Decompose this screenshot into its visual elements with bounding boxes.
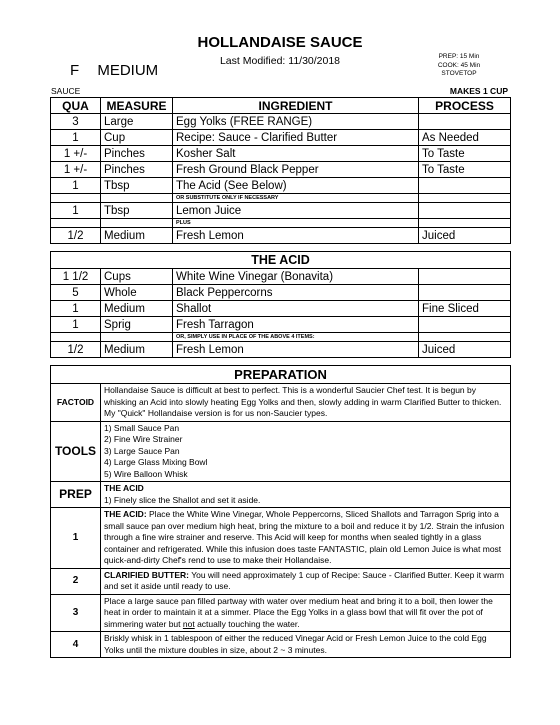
cook-time: COOK: 45 Min — [437, 61, 481, 69]
process-cell: Fine Sliced — [419, 301, 511, 317]
measure-cell: Whole — [101, 285, 173, 301]
table-row — [51, 162, 511, 178]
measure-cell: Pinches — [101, 162, 173, 178]
process-cell — [419, 178, 511, 194]
col-process: PROCESS — [419, 98, 511, 114]
prep-step: 1) Finely slice the Shallot and set it aside. — [104, 494, 261, 505]
col-measure: MEASURE — [101, 98, 173, 114]
header-row — [51, 98, 511, 114]
note-row — [51, 219, 511, 228]
table-row — [51, 342, 511, 358]
grade: F — [70, 62, 80, 79]
step-body: You will need approximately 1 cup of Recipe: Sauce - Clarified Butter. Keep it warm and set it aside until ready to use. — [104, 569, 505, 591]
list-item: 1) Small Sauce Pan — [104, 422, 180, 433]
measure-cell: Medium — [101, 301, 173, 317]
step-row — [51, 508, 511, 569]
table-row — [51, 146, 511, 162]
process-cell: To Taste — [419, 162, 511, 178]
recipe-category: SAUCE — [51, 86, 81, 96]
table-row — [51, 203, 511, 219]
col-qua: QUA — [51, 98, 101, 114]
list-item: 4) Large Glass Mixing Bowl — [104, 457, 208, 467]
note-row — [51, 194, 511, 203]
ingredient-cell: Fresh Ground Black Pepper — [173, 162, 419, 178]
qua-cell: 1/2 — [51, 228, 101, 244]
table-row — [51, 114, 511, 130]
measure-cell: Cup — [101, 130, 173, 146]
list-item: 2) Fine Wire Strainer — [104, 434, 183, 444]
recipe-title: HOLLANDAISE SAUCE — [197, 34, 363, 51]
tools-row — [51, 421, 511, 482]
step-heading: CLARIFIED BUTTER: — [104, 569, 189, 580]
prep-label: PREP — [51, 482, 101, 508]
process-cell — [419, 285, 511, 301]
measure-cell: Sprig — [101, 317, 173, 333]
preparation-title: PREPARATION — [51, 366, 511, 384]
process-cell — [419, 114, 511, 130]
measure-cell: Large — [101, 114, 173, 130]
factoid-row — [51, 384, 511, 422]
qua-cell: 1 +/- — [51, 162, 101, 178]
step-text — [101, 568, 511, 594]
ingredients-table — [50, 97, 511, 244]
step-number: 3 — [51, 594, 101, 632]
substitute-note: OR SUBSTITUTE ONLY IF NECESSARY — [173, 194, 419, 203]
process-cell — [419, 269, 511, 285]
factoid-text: Hollandaise Sauce is difficult at best to perfect. This is a wonderful Saucier Chef test. It is begun by whisking an Acid into slowly heating Egg Yolks and then, slowly adding in warm Clarified Butter to thicken. My "Quick" Hollandaise version is for us non-Saucier types. — [101, 384, 511, 422]
ingredient-cell: Kosher Salt — [173, 146, 419, 162]
step-heading: THE ACID: — [104, 509, 147, 519]
prep-text — [101, 482, 511, 508]
tools-label: TOOLS — [51, 421, 101, 482]
list-item: 5) Wire Balloon Whisk — [104, 468, 188, 479]
qua-cell: 1 — [51, 130, 101, 146]
section-header — [51, 366, 511, 384]
preparation-table — [50, 365, 511, 658]
step-body: Place a large sauce pan filled partway with water over medium heat and bring it to a boil, then lower the heat in order to maintain it at a simmer. Place the Egg Yolks in a glass bowl that will fit over the pot of simmering water but — [104, 595, 493, 629]
ingredient-cell: Fresh Lemon — [173, 342, 419, 358]
acid-table — [50, 251, 511, 358]
step-text — [101, 508, 511, 569]
step-text: Briskly whisk in 1 tablespoon of either the reduced Vinegar Acid or Fresh Lemon Juice to the cold Egg Yolks until the mixture doubles in size, about 2 ~ 3 minutes. — [101, 632, 511, 658]
recipe-yield: MAKES 1 CUP — [449, 86, 508, 96]
acid-title: THE ACID — [51, 252, 511, 269]
process-cell — [419, 203, 511, 219]
qua-cell: 5 — [51, 285, 101, 301]
step-emphasis: not — [182, 618, 195, 629]
prep-row — [51, 482, 511, 508]
ingredient-cell: Lemon Juice — [173, 203, 419, 219]
col-ingredient: INGREDIENT — [173, 98, 419, 114]
step-text — [101, 594, 511, 632]
ingredient-cell: Fresh Tarragon — [173, 317, 419, 333]
table-row — [51, 269, 511, 285]
ingredient-cell: Fresh Lemon — [173, 228, 419, 244]
ingredient-cell: Black Peppercorns — [173, 285, 419, 301]
measure-cell: Medium — [101, 228, 173, 244]
tools-list — [101, 421, 511, 482]
table-row — [51, 285, 511, 301]
plus-note: PLUS — [173, 219, 419, 228]
process-cell — [419, 317, 511, 333]
section-header — [51, 252, 511, 269]
step-number: 2 — [51, 568, 101, 594]
step-body: actually touching the water. — [194, 618, 300, 629]
qua-cell: 3 — [51, 114, 101, 130]
ingredient-cell: Egg Yolks (FREE RANGE) — [173, 114, 419, 130]
process-cell: Juiced — [419, 228, 511, 244]
table-row — [51, 178, 511, 194]
measure-cell: Medium — [101, 342, 173, 358]
step-row — [51, 568, 511, 594]
qua-cell: 1 — [51, 178, 101, 194]
table-row — [51, 317, 511, 333]
step-number: 1 — [51, 508, 101, 569]
difficulty: MEDIUM — [97, 62, 159, 79]
qua-cell: 1 — [51, 203, 101, 219]
ingredient-cell: The Acid (See Below) — [173, 178, 419, 194]
step-row — [51, 594, 511, 632]
measure-cell: Cups — [101, 269, 173, 285]
table-row — [51, 228, 511, 244]
step-body: Place the White Wine Vinegar, Whole Peppercorns, Sliced Shallots and Tarragon Sprig into a small sauce pan over medium high heat, bring the mixture to a boil and reduce it by 1/2. Strain the infusion through a fine wire strainer and reserve. This Acid will keep for months when sealed tightly in a glass container and refrigerated. While this infusion does taste FANTASTIC, plain old Lemon Juice is what most quick-and-dirty Chef's rend to use to make their Hollandaise. — [104, 509, 505, 565]
qua-cell: 1 1/2 — [51, 269, 101, 285]
note-row — [51, 333, 511, 342]
grade-level — [70, 62, 172, 79]
ingredient-cell: Shallot — [173, 301, 419, 317]
process-cell: To Taste — [419, 146, 511, 162]
measure-cell: Tbsp — [101, 203, 173, 219]
qua-cell: 1 — [51, 301, 101, 317]
simply-note: OR, SIMPLY USE IN PLACE OF THE ABOVE 4 ITEMS: — [173, 333, 419, 342]
ingredient-cell: Recipe: Sauce - Clarified Butter — [173, 130, 419, 146]
table-row — [51, 301, 511, 317]
ingredient-cell: White Wine Vinegar (Bonavita) — [173, 269, 419, 285]
process-cell: Juiced — [419, 342, 511, 358]
qua-cell: 1 +/- — [51, 146, 101, 162]
factoid-label: FACTOID — [51, 384, 101, 422]
list-item: 3) Large Sauce Pan — [104, 445, 180, 456]
measure-cell: Pinches — [101, 146, 173, 162]
table-row — [51, 130, 511, 146]
qua-cell: 1 — [51, 317, 101, 333]
cook-method: STOVETOP — [441, 70, 477, 77]
last-modified: Last Modified: 11/30/2018 — [219, 55, 341, 67]
measure-cell: Tbsp — [101, 178, 173, 194]
step-number: 4 — [51, 632, 101, 658]
qua-cell: 1/2 — [51, 342, 101, 358]
prep-time: PREP: 15 Min — [438, 53, 480, 60]
time-info — [420, 53, 498, 79]
step-row — [51, 632, 511, 658]
process-cell: As Needed — [419, 130, 511, 146]
prep-heading: THE ACID — [104, 483, 144, 493]
